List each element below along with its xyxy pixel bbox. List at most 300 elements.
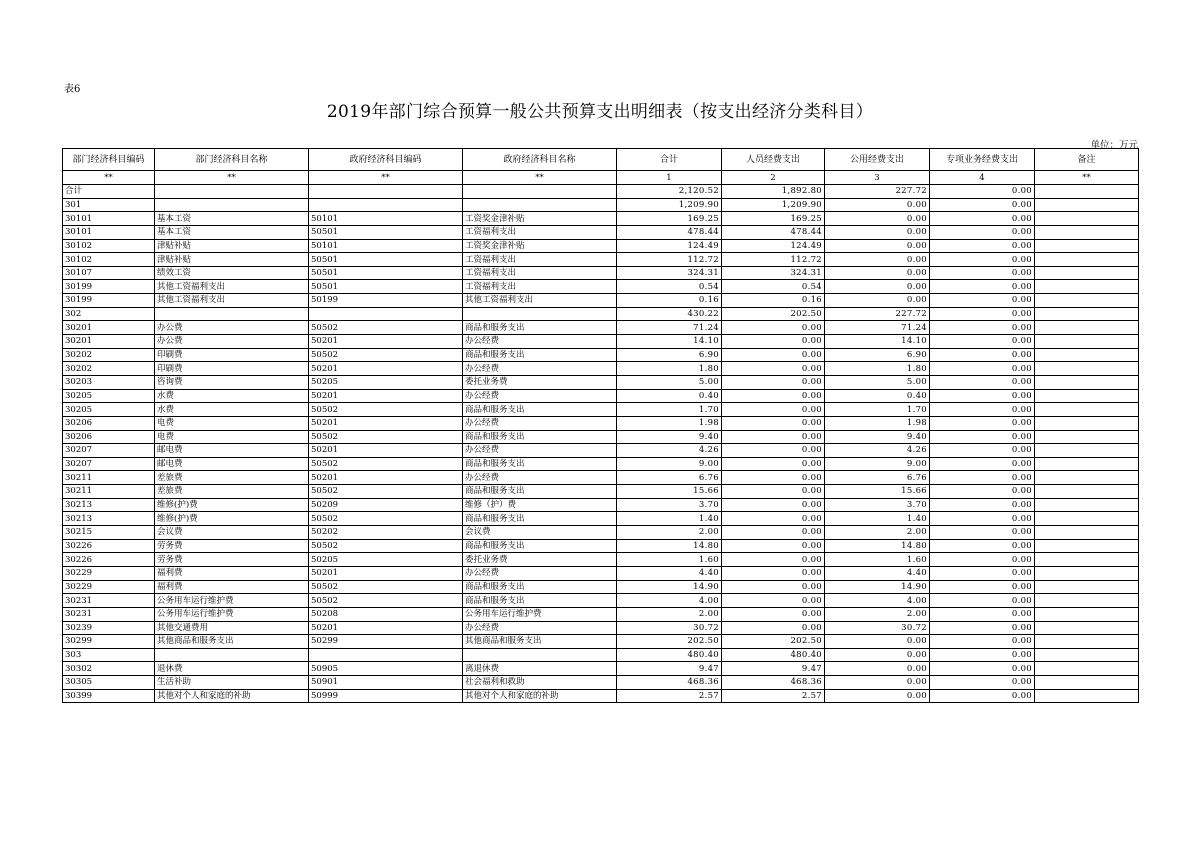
dept-name-cell: 其他对个人和家庭的补助 bbox=[155, 689, 309, 703]
table-row bbox=[63, 539, 1139, 553]
dept-name-cell: 差旅费 bbox=[155, 471, 309, 485]
personnel-cell: 0.00 bbox=[722, 607, 825, 621]
gov-name-cell: 办公经费 bbox=[463, 471, 617, 485]
dept-name-cell: 印刷费 bbox=[155, 362, 309, 376]
remark-cell bbox=[1035, 689, 1139, 703]
public-cell: 1.60 bbox=[825, 553, 930, 567]
dept-code-cell: 30399 bbox=[63, 689, 155, 703]
table-row bbox=[63, 471, 1139, 485]
special-cell: 0.00 bbox=[930, 607, 1035, 621]
remark-cell bbox=[1035, 648, 1139, 662]
total-cell: 1.98 bbox=[617, 416, 722, 430]
remark-cell bbox=[1035, 526, 1139, 540]
dept-name-cell: 办公费 bbox=[155, 321, 309, 335]
special-cell: 0.00 bbox=[930, 471, 1035, 485]
personnel-cell: 0.00 bbox=[722, 526, 825, 540]
gov-code-cell: 50501 bbox=[309, 253, 463, 267]
dept-name-cell: 基本工资 bbox=[155, 212, 309, 226]
total-cell: 1,209.90 bbox=[617, 198, 722, 212]
gov-name-cell: 商品和服务支出 bbox=[463, 594, 617, 608]
remark-cell bbox=[1035, 566, 1139, 580]
special-cell: 0.00 bbox=[930, 266, 1035, 280]
dept-name-cell: 劳务费 bbox=[155, 553, 309, 567]
gov-code-cell: 50201 bbox=[309, 621, 463, 635]
gov-code-cell: 50202 bbox=[309, 526, 463, 540]
gov-name-cell: 维修（护）费 bbox=[463, 498, 617, 512]
total-cell: 1.60 bbox=[617, 553, 722, 567]
total-cell: 4.26 bbox=[617, 444, 722, 458]
special-cell: 0.00 bbox=[930, 580, 1035, 594]
dept-code-cell: 30231 bbox=[63, 594, 155, 608]
total-cell: 430.22 bbox=[617, 307, 722, 321]
total-cell: 9.00 bbox=[617, 457, 722, 471]
table-row bbox=[63, 676, 1139, 690]
public-cell: 15.66 bbox=[825, 485, 930, 499]
gov-name-cell: 商品和服务支出 bbox=[463, 539, 617, 553]
dept-code-cell: 30202 bbox=[63, 362, 155, 376]
gov-code-cell: 50208 bbox=[309, 607, 463, 621]
public-cell: 0.00 bbox=[825, 662, 930, 676]
gov-code-cell: 50502 bbox=[309, 348, 463, 362]
column-index: ** bbox=[155, 171, 309, 185]
remark-cell bbox=[1035, 212, 1139, 226]
personnel-cell: 0.00 bbox=[722, 348, 825, 362]
table-row bbox=[63, 607, 1139, 621]
public-cell: 1.40 bbox=[825, 512, 930, 526]
remark-cell bbox=[1035, 389, 1139, 403]
total-cell: 9.40 bbox=[617, 430, 722, 444]
gov-code-cell: 50299 bbox=[309, 635, 463, 649]
column-header: 人员经费支出 bbox=[722, 149, 825, 171]
personnel-cell: 0.00 bbox=[722, 457, 825, 471]
gov-name-cell: 办公经费 bbox=[463, 621, 617, 635]
public-cell: 0.00 bbox=[825, 239, 930, 253]
personnel-cell: 1,209.90 bbox=[722, 198, 825, 212]
dept-name-cell: 其他工资福利支出 bbox=[155, 280, 309, 294]
total-cell: 124.49 bbox=[617, 239, 722, 253]
total-cell: 15.66 bbox=[617, 485, 722, 499]
personnel-cell: 0.00 bbox=[722, 485, 825, 499]
total-cell: 2,120.52 bbox=[617, 185, 722, 199]
special-cell: 0.00 bbox=[930, 512, 1035, 526]
table-row bbox=[63, 526, 1139, 540]
gov-name-cell: 商品和服务支出 bbox=[463, 512, 617, 526]
special-cell: 0.00 bbox=[930, 212, 1035, 226]
remark-cell bbox=[1035, 512, 1139, 526]
dept-code-cell: 30101 bbox=[63, 212, 155, 226]
table-row bbox=[63, 594, 1139, 608]
dept-code-cell: 30203 bbox=[63, 375, 155, 389]
dept-name-cell: 维修(护)费 bbox=[155, 512, 309, 526]
personnel-cell: 324.31 bbox=[722, 266, 825, 280]
table-row bbox=[63, 635, 1139, 649]
public-cell: 1.70 bbox=[825, 403, 930, 417]
column-header: 合计 bbox=[617, 149, 722, 171]
personnel-cell: 1,892.80 bbox=[722, 185, 825, 199]
table-row bbox=[63, 307, 1139, 321]
public-cell: 0.00 bbox=[825, 253, 930, 267]
special-cell: 0.00 bbox=[930, 335, 1035, 349]
personnel-cell: 2.57 bbox=[722, 689, 825, 703]
special-cell: 0.00 bbox=[930, 621, 1035, 635]
gov-name-cell: 离退休费 bbox=[463, 662, 617, 676]
public-cell: 0.00 bbox=[825, 689, 930, 703]
column-index: 3 bbox=[825, 171, 930, 185]
dept-name-cell: 差旅费 bbox=[155, 485, 309, 499]
gov-name-cell: 商品和服务支出 bbox=[463, 457, 617, 471]
dept-name-cell: 公务用车运行维护费 bbox=[155, 607, 309, 621]
remark-cell bbox=[1035, 635, 1139, 649]
remark-cell bbox=[1035, 498, 1139, 512]
page-title: 2019年部门综合预算一般公共预算支出明细表（按支出经济分类科目） bbox=[326, 102, 874, 122]
table-row bbox=[63, 294, 1139, 308]
gov-code-cell: 50101 bbox=[309, 212, 463, 226]
public-cell: 0.00 bbox=[825, 212, 930, 226]
gov-code-cell: 50901 bbox=[309, 676, 463, 690]
table-row bbox=[63, 457, 1139, 471]
gov-name-cell: 工资福利支出 bbox=[463, 280, 617, 294]
dept-name-cell: 劳务费 bbox=[155, 539, 309, 553]
total-cell: 14.80 bbox=[617, 539, 722, 553]
table-row bbox=[63, 266, 1139, 280]
dept-name-cell: 津贴补贴 bbox=[155, 239, 309, 253]
personnel-cell: 124.49 bbox=[722, 239, 825, 253]
total-cell: 4.00 bbox=[617, 594, 722, 608]
special-cell: 0.00 bbox=[930, 566, 1035, 580]
personnel-cell: 0.00 bbox=[722, 444, 825, 458]
table-row bbox=[63, 416, 1139, 430]
dept-code-cell: 30101 bbox=[63, 225, 155, 239]
gov-name-cell: 工资福利支出 bbox=[463, 225, 617, 239]
dept-name-cell: 其他商品和服务支出 bbox=[155, 635, 309, 649]
dept-code-cell: 30206 bbox=[63, 416, 155, 430]
table-row bbox=[63, 689, 1139, 703]
table-row bbox=[63, 348, 1139, 362]
gov-name-cell: 工资奖金津补贴 bbox=[463, 239, 617, 253]
total-cell: 14.90 bbox=[617, 580, 722, 594]
table-row bbox=[63, 512, 1139, 526]
remark-cell bbox=[1035, 294, 1139, 308]
special-cell: 0.00 bbox=[930, 662, 1035, 676]
remark-cell bbox=[1035, 430, 1139, 444]
gov-code-cell: 50502 bbox=[309, 580, 463, 594]
special-cell: 0.00 bbox=[930, 648, 1035, 662]
public-cell: 227.72 bbox=[825, 307, 930, 321]
public-cell: 2.00 bbox=[825, 526, 930, 540]
gov-name-cell bbox=[463, 307, 617, 321]
personnel-cell: 0.00 bbox=[722, 580, 825, 594]
special-cell: 0.00 bbox=[930, 485, 1035, 499]
dept-code-cell: 30213 bbox=[63, 498, 155, 512]
total-cell: 2.57 bbox=[617, 689, 722, 703]
column-header: 政府经济科目名称 bbox=[463, 149, 617, 171]
personnel-cell: 0.00 bbox=[722, 389, 825, 403]
gov-name-cell: 商品和服务支出 bbox=[463, 321, 617, 335]
personnel-cell: 0.54 bbox=[722, 280, 825, 294]
table-row bbox=[63, 662, 1139, 676]
public-cell: 6.76 bbox=[825, 471, 930, 485]
table-row bbox=[63, 485, 1139, 499]
special-cell: 0.00 bbox=[930, 239, 1035, 253]
dept-code-cell: 30205 bbox=[63, 389, 155, 403]
special-cell: 0.00 bbox=[930, 348, 1035, 362]
column-header: 专项业务经费支出 bbox=[930, 149, 1035, 171]
gov-name-cell: 社会福利和救助 bbox=[463, 676, 617, 690]
remark-cell bbox=[1035, 416, 1139, 430]
gov-code-cell: 50999 bbox=[309, 689, 463, 703]
public-cell: 1.98 bbox=[825, 416, 930, 430]
special-cell: 0.00 bbox=[930, 225, 1035, 239]
total-cell: 4.40 bbox=[617, 566, 722, 580]
public-cell: 9.00 bbox=[825, 457, 930, 471]
special-cell: 0.00 bbox=[930, 321, 1035, 335]
special-cell: 0.00 bbox=[930, 498, 1035, 512]
gov-name-cell: 工资奖金津补贴 bbox=[463, 212, 617, 226]
special-cell: 0.00 bbox=[930, 539, 1035, 553]
gov-name-cell: 商品和服务支出 bbox=[463, 348, 617, 362]
dept-code-cell: 30302 bbox=[63, 662, 155, 676]
total-cell: 30.72 bbox=[617, 621, 722, 635]
dept-code-cell: 30102 bbox=[63, 253, 155, 267]
dept-code-cell: 30305 bbox=[63, 676, 155, 690]
total-cell: 3.70 bbox=[617, 498, 722, 512]
column-index: ** bbox=[309, 171, 463, 185]
dept-name-cell bbox=[155, 648, 309, 662]
dept-code-cell: 30226 bbox=[63, 539, 155, 553]
public-cell: 1.80 bbox=[825, 362, 930, 376]
dept-name-cell: 其他交通费用 bbox=[155, 621, 309, 635]
remark-cell bbox=[1035, 594, 1139, 608]
special-cell: 0.00 bbox=[930, 689, 1035, 703]
total-cell: 324.31 bbox=[617, 266, 722, 280]
special-cell: 0.00 bbox=[930, 294, 1035, 308]
special-cell: 0.00 bbox=[930, 375, 1035, 389]
dept-code-cell: 30211 bbox=[63, 471, 155, 485]
column-index: 2 bbox=[722, 171, 825, 185]
dept-name-cell: 津贴补贴 bbox=[155, 253, 309, 267]
remark-cell bbox=[1035, 253, 1139, 267]
personnel-cell: 112.72 bbox=[722, 253, 825, 267]
gov-code-cell: 50502 bbox=[309, 594, 463, 608]
table-row bbox=[63, 566, 1139, 580]
public-cell: 2.00 bbox=[825, 607, 930, 621]
dept-name-cell: 邮电费 bbox=[155, 444, 309, 458]
remark-cell bbox=[1035, 266, 1139, 280]
remark-cell bbox=[1035, 307, 1139, 321]
table-row bbox=[63, 185, 1139, 199]
remark-cell bbox=[1035, 485, 1139, 499]
gov-code-cell: 50199 bbox=[309, 294, 463, 308]
table-row bbox=[63, 580, 1139, 594]
dept-name-cell: 福利费 bbox=[155, 580, 309, 594]
personnel-cell: 0.00 bbox=[722, 566, 825, 580]
public-cell: 71.24 bbox=[825, 321, 930, 335]
gov-name-cell bbox=[463, 648, 617, 662]
gov-name-cell: 办公经费 bbox=[463, 389, 617, 403]
gov-name-cell: 其他工资福利支出 bbox=[463, 294, 617, 308]
column-header: 公用经费支出 bbox=[825, 149, 930, 171]
gov-name-cell: 商品和服务支出 bbox=[463, 430, 617, 444]
public-cell: 4.26 bbox=[825, 444, 930, 458]
remark-cell bbox=[1035, 403, 1139, 417]
remark-cell bbox=[1035, 198, 1139, 212]
public-cell: 4.40 bbox=[825, 566, 930, 580]
total-cell: 0.16 bbox=[617, 294, 722, 308]
special-cell: 0.00 bbox=[930, 185, 1035, 199]
personnel-cell: 0.00 bbox=[722, 335, 825, 349]
gov-name-cell: 委托业务费 bbox=[463, 375, 617, 389]
gov-name-cell: 会议费 bbox=[463, 526, 617, 540]
total-cell: 2.00 bbox=[617, 526, 722, 540]
dept-name-cell: 基本工资 bbox=[155, 225, 309, 239]
personnel-cell: 0.00 bbox=[722, 471, 825, 485]
remark-cell bbox=[1035, 444, 1139, 458]
column-header: 部门经济科目编码 bbox=[63, 149, 155, 171]
dept-name-cell: 退休费 bbox=[155, 662, 309, 676]
gov-name-cell: 委托业务费 bbox=[463, 553, 617, 567]
dept-code-cell: 30229 bbox=[63, 566, 155, 580]
table-row bbox=[63, 212, 1139, 226]
dept-name-cell: 维修(护)费 bbox=[155, 498, 309, 512]
table-row bbox=[63, 321, 1139, 335]
remark-cell bbox=[1035, 539, 1139, 553]
gov-code-cell: 50205 bbox=[309, 375, 463, 389]
dept-code-cell: 30107 bbox=[63, 266, 155, 280]
dept-name-cell: 福利费 bbox=[155, 566, 309, 580]
total-cell: 2.00 bbox=[617, 607, 722, 621]
table-row bbox=[63, 239, 1139, 253]
personnel-cell: 0.00 bbox=[722, 403, 825, 417]
column-index: 1 bbox=[617, 171, 722, 185]
total-cell: 9.47 bbox=[617, 662, 722, 676]
total-cell: 480.40 bbox=[617, 648, 722, 662]
dept-name-cell: 印刷费 bbox=[155, 348, 309, 362]
gov-name-cell: 其他对个人和家庭的补助 bbox=[463, 689, 617, 703]
personnel-cell: 468.36 bbox=[722, 676, 825, 690]
remark-cell bbox=[1035, 457, 1139, 471]
personnel-cell: 0.00 bbox=[722, 621, 825, 635]
total-cell: 468.36 bbox=[617, 676, 722, 690]
table-row bbox=[63, 621, 1139, 635]
gov-code-cell bbox=[309, 307, 463, 321]
gov-code-cell: 50502 bbox=[309, 321, 463, 335]
public-cell: 0.40 bbox=[825, 389, 930, 403]
gov-code-cell: 50502 bbox=[309, 485, 463, 499]
gov-name-cell: 办公经费 bbox=[463, 566, 617, 580]
gov-code-cell: 50502 bbox=[309, 403, 463, 417]
dept-name-cell: 邮电费 bbox=[155, 457, 309, 471]
gov-code-cell: 50201 bbox=[309, 389, 463, 403]
personnel-cell: 478.44 bbox=[722, 225, 825, 239]
table-row bbox=[63, 253, 1139, 267]
dept-name-cell: 绩效工资 bbox=[155, 266, 309, 280]
gov-code-cell: 50502 bbox=[309, 539, 463, 553]
table-row bbox=[63, 362, 1139, 376]
remark-cell bbox=[1035, 348, 1139, 362]
remark-cell bbox=[1035, 280, 1139, 294]
total-cell: 112.72 bbox=[617, 253, 722, 267]
dept-name-cell: 水费 bbox=[155, 403, 309, 417]
column-index: ** bbox=[1035, 171, 1139, 185]
public-cell: 0.00 bbox=[825, 294, 930, 308]
total-cell: 1.80 bbox=[617, 362, 722, 376]
special-cell: 0.00 bbox=[930, 362, 1035, 376]
personnel-cell: 0.00 bbox=[722, 512, 825, 526]
dept-code-cell: 30199 bbox=[63, 294, 155, 308]
public-cell: 227.72 bbox=[825, 185, 930, 199]
public-cell: 0.00 bbox=[825, 280, 930, 294]
remark-cell bbox=[1035, 239, 1139, 253]
dept-name-cell bbox=[155, 198, 309, 212]
dept-code-cell: 30201 bbox=[63, 335, 155, 349]
personnel-cell: 0.00 bbox=[722, 553, 825, 567]
public-cell: 14.10 bbox=[825, 335, 930, 349]
total-cell: 478.44 bbox=[617, 225, 722, 239]
remark-cell bbox=[1035, 676, 1139, 690]
dept-name-cell: 咨询费 bbox=[155, 375, 309, 389]
table-body bbox=[63, 185, 1139, 703]
special-cell: 0.00 bbox=[930, 676, 1035, 690]
dept-name-cell bbox=[155, 307, 309, 321]
personnel-cell: 169.25 bbox=[722, 212, 825, 226]
special-cell: 0.00 bbox=[930, 389, 1035, 403]
dept-name-cell: 办公费 bbox=[155, 335, 309, 349]
personnel-cell: 0.00 bbox=[722, 539, 825, 553]
special-cell: 0.00 bbox=[930, 526, 1035, 540]
public-cell: 0.00 bbox=[825, 266, 930, 280]
gov-code-cell: 50201 bbox=[309, 416, 463, 430]
remark-cell bbox=[1035, 662, 1139, 676]
total-cell: 1.40 bbox=[617, 512, 722, 526]
column-index: ** bbox=[463, 171, 617, 185]
gov-name-cell: 公务用车运行维护费 bbox=[463, 607, 617, 621]
table-row bbox=[63, 389, 1139, 403]
gov-name-cell bbox=[463, 198, 617, 212]
gov-code-cell: 50201 bbox=[309, 444, 463, 458]
table-number-label: 表6 bbox=[64, 84, 81, 95]
column-index: 4 bbox=[930, 171, 1035, 185]
table-row bbox=[63, 198, 1139, 212]
gov-code-cell: 50501 bbox=[309, 225, 463, 239]
dept-code-cell: 30205 bbox=[63, 403, 155, 417]
dept-code-cell: 30202 bbox=[63, 348, 155, 362]
column-header: 部门经济科目名称 bbox=[155, 149, 309, 171]
gov-code-cell: 50502 bbox=[309, 512, 463, 526]
gov-name-cell: 商品和服务支出 bbox=[463, 485, 617, 499]
gov-code-cell: 50201 bbox=[309, 335, 463, 349]
personnel-cell: 9.47 bbox=[722, 662, 825, 676]
total-cell: 169.25 bbox=[617, 212, 722, 226]
column-header: 政府经济科目编码 bbox=[309, 149, 463, 171]
public-cell: 30.72 bbox=[825, 621, 930, 635]
special-cell: 0.00 bbox=[930, 416, 1035, 430]
dept-name-cell: 生活补助 bbox=[155, 676, 309, 690]
dept-name-cell: 公务用车运行维护费 bbox=[155, 594, 309, 608]
total-cell: 0.54 bbox=[617, 280, 722, 294]
dept-name-cell: 电费 bbox=[155, 416, 309, 430]
special-cell: 0.00 bbox=[930, 553, 1035, 567]
dept-name-cell: 其他工资福利支出 bbox=[155, 294, 309, 308]
special-cell: 0.00 bbox=[930, 594, 1035, 608]
dept-code-cell: 30215 bbox=[63, 526, 155, 540]
gov-code-cell: 50209 bbox=[309, 498, 463, 512]
personnel-cell: 0.00 bbox=[722, 498, 825, 512]
special-cell: 0.00 bbox=[930, 280, 1035, 294]
table-row bbox=[63, 375, 1139, 389]
table-row bbox=[63, 335, 1139, 349]
table-row bbox=[63, 444, 1139, 458]
personnel-cell: 0.00 bbox=[722, 594, 825, 608]
